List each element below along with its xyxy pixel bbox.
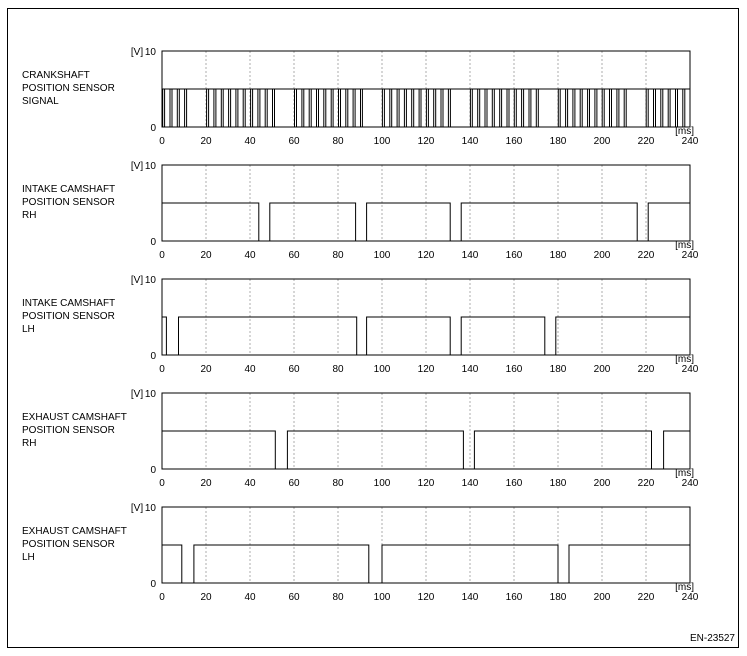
x-tick-label: 40: [244, 592, 256, 603]
x-tick-label: 20: [200, 478, 212, 489]
sensor-label: POSITION SENSOR: [22, 425, 115, 436]
sensor-label: INTAKE CAMSHAFT: [22, 298, 116, 309]
x-tick-label: 120: [417, 592, 435, 603]
sensor-label: SIGNAL: [22, 96, 59, 107]
sensor-label: RH: [22, 438, 37, 449]
x-tick-label: 140: [461, 136, 479, 147]
x-tick-label: 80: [332, 136, 344, 147]
x-tick-label: 160: [505, 136, 523, 147]
y-unit-label: [V]: [130, 275, 144, 286]
y-tick-label: 10: [144, 275, 156, 286]
x-tick-label: 40: [244, 250, 256, 261]
x-tick-label: 100: [373, 136, 391, 147]
x-tick-label: 100: [373, 592, 391, 603]
x-tick-label: 180: [549, 250, 567, 261]
x-tick-label: 220: [637, 364, 655, 375]
x-tick-label: 100: [373, 364, 391, 375]
y-tick-label: 0: [150, 351, 156, 362]
x-tick-label: 0: [159, 364, 165, 375]
sensor-label: LH: [22, 324, 35, 335]
x-tick-label: 220: [637, 136, 655, 147]
x-tick-label: 60: [288, 136, 300, 147]
y-tick-label: 10: [144, 161, 156, 172]
x-tick-label: 180: [549, 136, 567, 147]
x-tick-label: 60: [288, 478, 300, 489]
sensor-label: RH: [22, 210, 37, 221]
y-tick-label: 10: [144, 47, 156, 58]
x-unit-label: [ms]: [675, 468, 694, 479]
x-unit-label: [ms]: [675, 582, 694, 593]
x-tick-label: 80: [332, 250, 344, 261]
x-tick-label: 40: [244, 478, 256, 489]
x-tick-label: 80: [332, 364, 344, 375]
y-tick-label: 0: [150, 123, 156, 134]
x-tick-label: 20: [200, 250, 212, 261]
x-tick-label: 180: [549, 364, 567, 375]
x-tick-label: 240: [681, 592, 699, 603]
x-tick-label: 0: [159, 478, 165, 489]
x-tick-label: 160: [505, 250, 523, 261]
y-unit-label: [V]: [130, 47, 144, 58]
x-tick-label: 60: [288, 250, 300, 261]
signal-teeth: [163, 89, 685, 127]
x-tick-label: 160: [505, 364, 523, 375]
x-tick-label: 80: [332, 478, 344, 489]
x-tick-label: 200: [593, 478, 611, 489]
x-tick-label: 120: [417, 478, 435, 489]
x-tick-label: 140: [461, 250, 479, 261]
sensor-label: CRANKSHAFT: [22, 70, 90, 81]
x-tick-label: 0: [159, 250, 165, 261]
x-tick-label: 120: [417, 136, 435, 147]
y-tick-label: 0: [150, 237, 156, 248]
y-unit-label: [V]: [130, 389, 144, 400]
x-tick-label: 160: [505, 478, 523, 489]
x-tick-label: 100: [373, 250, 391, 261]
x-unit-label: [ms]: [675, 126, 694, 137]
x-tick-label: 40: [244, 364, 256, 375]
y-unit-label: [V]: [130, 161, 144, 172]
x-tick-label: 220: [637, 592, 655, 603]
y-tick-label: 10: [144, 503, 156, 514]
x-tick-label: 220: [637, 250, 655, 261]
x-unit-label: [ms]: [675, 240, 694, 251]
y-tick-label: 0: [150, 579, 156, 590]
sensor-label: INTAKE CAMSHAFT: [22, 184, 116, 195]
sensor-label: EXHAUST CAMSHAFT: [22, 526, 127, 537]
figure-code: EN-23527: [689, 633, 735, 644]
x-tick-label: 240: [681, 250, 699, 261]
x-tick-label: 200: [593, 250, 611, 261]
y-tick-label: 0: [150, 465, 156, 476]
sensor-label: POSITION SENSOR: [22, 83, 115, 94]
sensor-label: POSITION SENSOR: [22, 197, 115, 208]
x-tick-label: 240: [681, 478, 699, 489]
x-tick-label: 140: [461, 364, 479, 375]
sensor-label: POSITION SENSOR: [22, 311, 115, 322]
x-tick-label: 200: [593, 364, 611, 375]
x-unit-label: [ms]: [675, 354, 694, 365]
x-tick-label: 20: [200, 364, 212, 375]
y-tick-label: 10: [144, 389, 156, 400]
sensor-label: LH: [22, 552, 35, 563]
x-tick-label: 180: [549, 592, 567, 603]
x-tick-label: 140: [461, 478, 479, 489]
x-tick-label: 60: [288, 364, 300, 375]
x-tick-label: 200: [593, 136, 611, 147]
x-tick-label: 140: [461, 592, 479, 603]
x-tick-label: 240: [681, 364, 699, 375]
x-tick-label: 100: [373, 478, 391, 489]
x-tick-label: 220: [637, 478, 655, 489]
x-tick-label: 180: [549, 478, 567, 489]
x-tick-label: 20: [200, 592, 212, 603]
x-tick-label: 80: [332, 592, 344, 603]
sensor-label: POSITION SENSOR: [22, 539, 115, 550]
x-tick-label: 20: [200, 136, 212, 147]
x-tick-label: 60: [288, 592, 300, 603]
x-tick-label: 40: [244, 136, 256, 147]
x-tick-label: 240: [681, 136, 699, 147]
x-tick-label: 200: [593, 592, 611, 603]
x-tick-label: 0: [159, 592, 165, 603]
x-tick-label: 120: [417, 364, 435, 375]
x-tick-label: 0: [159, 136, 165, 147]
x-tick-label: 160: [505, 592, 523, 603]
x-tick-label: 120: [417, 250, 435, 261]
y-unit-label: [V]: [130, 503, 144, 514]
sensor-label: EXHAUST CAMSHAFT: [22, 412, 127, 423]
